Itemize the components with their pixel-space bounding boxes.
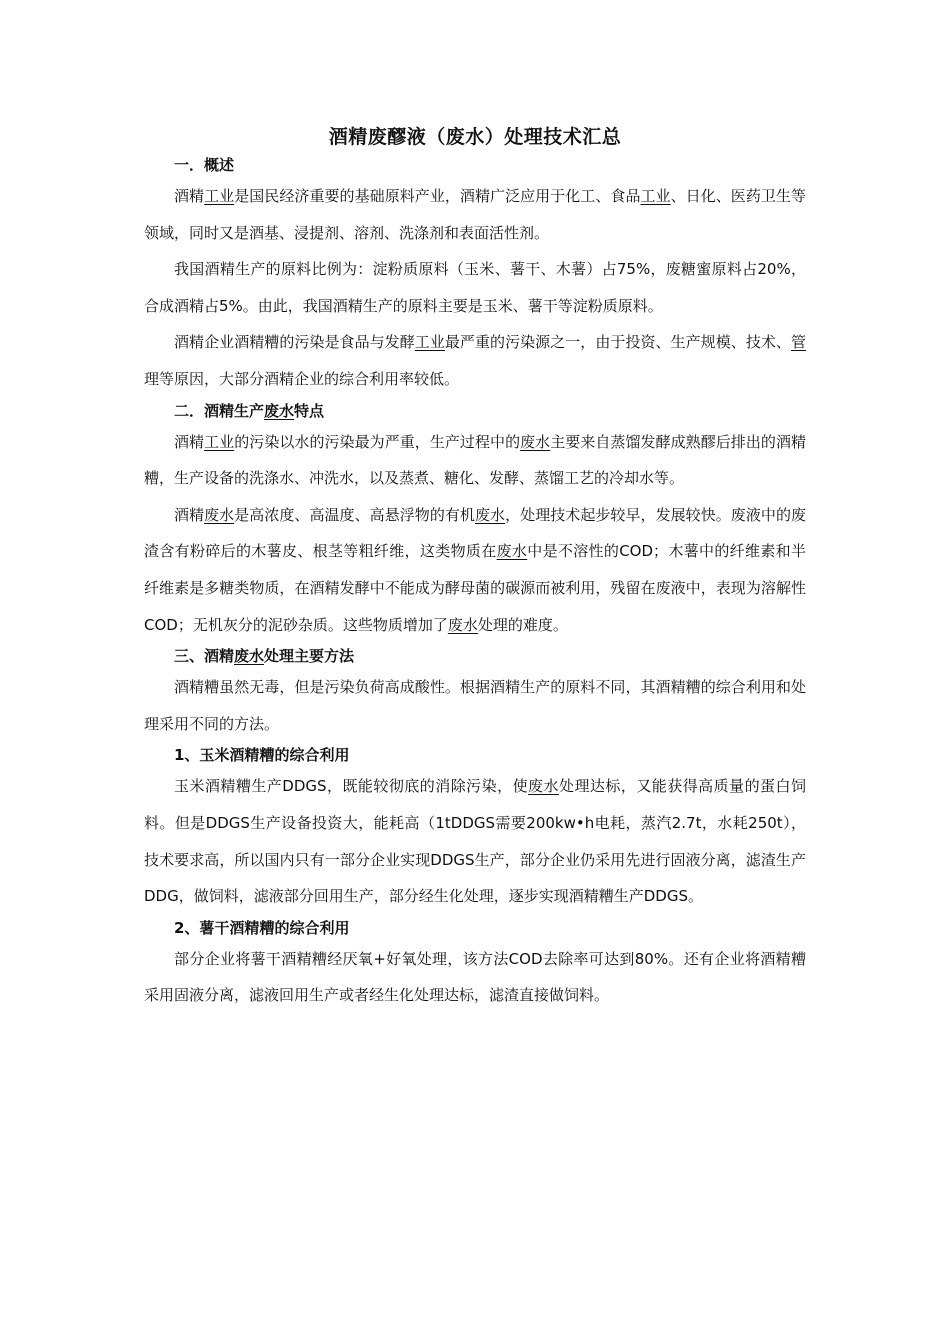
text-run: 部分企业将薯干酒精糟经厌氧+好氧处理，该方法COD去除率可达到80%。还有企业将酒精糟采用固液分离，滤液回用生产或者经生化处理达标，滤渣直接做饲料。: [144, 949, 806, 1005]
paragraph: [144, 424, 806, 497]
text-run: 酒精: [174, 505, 205, 524]
text-run: 理等原因，大部分酒精企业的综合利用率较低。: [144, 369, 460, 388]
underlined-term: 废水: [204, 505, 235, 524]
text-run: 处理主要方法: [264, 647, 355, 666]
text-run: 最严重的污染源之一，由于投资、生产规模、技术、: [444, 333, 791, 352]
text-run: 、日化、医药卫生等领域，同时又是酒基、浸提剂、溶剂、洗涤剂和表面活性剂。: [144, 187, 806, 242]
text-run: 酒精企业酒精糟的污染是食品与发酵: [174, 333, 415, 352]
text-run: 中是不溶性的COD；木薯中的纤维素和半纤维素是多糖类物质，在酒精发酵中不能成为酵母菌的碳源而被利用，残留在废液中，表现为溶解性COD；无机灰分的泥砂杂质。这些物质增加了: [144, 542, 806, 634]
underlined-term: 废水: [474, 505, 506, 524]
text-run: 处理的难度。: [477, 615, 568, 634]
text-run: 是高浓度、高温度、高悬浮物的有机: [234, 505, 475, 524]
text-run: 主要来自蒸馏发酵成熟醪后排出的酒精糟，生产设备的洗涤水、冲洗水，以及蒸煮、糖化、发酵、蒸馏工艺的冷却水等。: [144, 432, 806, 488]
text-run: 的污染以水的污染最为严重，生产过程中的: [234, 432, 521, 451]
underlined-term: 废水: [496, 542, 528, 561]
underlined-term: 工业: [204, 432, 235, 451]
text-run: 玉米酒精糟生产DDGS，既能较彻底的消除污染，使: [174, 777, 529, 796]
underlined-term: 管: [790, 333, 806, 352]
paragraph: [144, 178, 806, 251]
paragraph: [144, 941, 806, 1014]
text-run: 酒精: [174, 187, 205, 205]
text-run: 处理达标，又能获得高质量的蛋白饲料。但是DDGS生产设备投资大，能耗高（1tDDGS需要200kw•h电耗，蒸汽2.7t，水耗250t），技术要求高，所以国内只有一部分企业实现DDGS生产，部分企业仍采用先进行固液分离，滤渣生产DDG，做饲料，滤液部分回用生产，部分经生化处理，逐步实现酒精糟生产DDGS。: [144, 777, 806, 906]
section-heading: 2、薯干酒精糟的综合利用: [174, 918, 350, 937]
document-body: [144, 122, 806, 1014]
underlined-term: 废水: [264, 401, 295, 420]
text-run: 我国酒精生产的原料比例为：淀粉质原料（玉米、薯干、木薯）占75%，废糖蜜原料占20%，合成酒精占5%。由此，我国酒精生产的原料主要是玉米、薯干等淀粉质原料。: [144, 260, 806, 315]
text-run: 二．酒精生产: [174, 401, 265, 420]
paragraph: [144, 324, 806, 397]
text-run: 酒精糟虽然无毒，但是污染负荷高成酸性。根据酒精生产的原料不同，其酒精糟的综合利用和处理采用不同的方法。: [144, 678, 806, 733]
text-run: 是国民经济重要的基础原料产业，酒精广泛应用于化工、食品: [234, 187, 641, 205]
underlined-term: 工业: [204, 187, 235, 205]
underlined-term: 废水: [520, 432, 551, 451]
document-title: 酒精废醪液（废水）处理技术汇总: [328, 126, 622, 148]
document-sections: [144, 152, 806, 1014]
section-heading: 1、玉米酒精糟的综合利用: [174, 746, 350, 765]
underlined-term: 废水: [528, 777, 559, 796]
section-heading: [144, 398, 806, 424]
text-run: 酒精: [174, 432, 205, 451]
paragraph: [144, 669, 806, 742]
section-heading: [144, 643, 806, 669]
paragraph: [144, 497, 806, 643]
text-run: 特点: [294, 401, 325, 420]
underlined-term: 工业: [640, 187, 671, 205]
paragraph: [144, 768, 806, 914]
underlined-term: 工业: [414, 333, 445, 352]
underlined-term: 废水: [447, 615, 478, 634]
text-run: ，处理技术起步较早，发展较快。废液中的废渣含有粉碎后的木薯皮、根茎等粗纤维，这类物质在: [144, 505, 806, 561]
text-run: 三、酒精: [174, 647, 235, 666]
paragraph: [144, 251, 806, 324]
underlined-term: 废水: [234, 647, 265, 666]
section-heading: 一．概述: [174, 156, 235, 174]
